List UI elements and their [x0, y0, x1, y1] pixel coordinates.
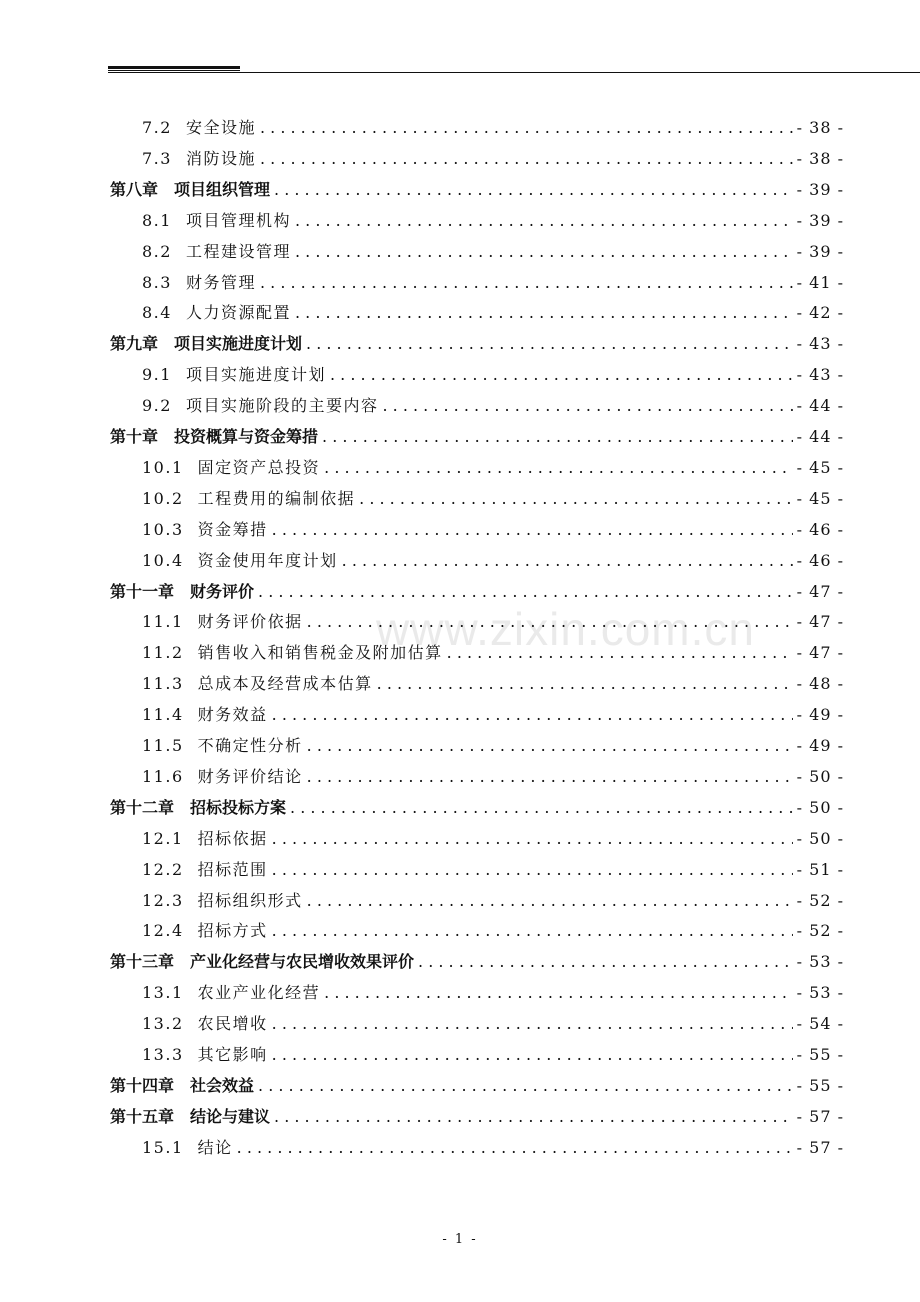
toc-entry-number: 11.6: [142, 766, 184, 786]
toc-chapter-entry[interactable]: [0, 1105, 920, 1129]
toc-section-entry[interactable]: [0, 518, 920, 542]
toc-entry-page: - 43 -: [796, 365, 844, 385]
toc-section-entry[interactable]: [0, 889, 920, 913]
toc-dot-leader: [290, 796, 793, 820]
toc-entry-number: 13.2: [142, 1014, 184, 1034]
toc-dot-leader: [272, 1012, 793, 1036]
toc-entry-title: 财务效益: [197, 705, 268, 725]
toc-dot-leader: [418, 950, 793, 974]
toc-dot-leader: [324, 456, 793, 480]
toc-section-entry[interactable]: [0, 858, 920, 882]
toc-dot-leader: [307, 610, 793, 634]
toc-entry-number: 11.4: [142, 705, 184, 725]
toc-entry-title: 工程费用的编制依据: [197, 488, 356, 508]
toc-entry-number: 13.3: [142, 1045, 184, 1064]
toc-section-entry[interactable]: [0, 363, 920, 387]
toc-dot-leader: [258, 1074, 793, 1098]
toc-section-entry[interactable]: [0, 271, 920, 295]
toc-dot-leader: [307, 765, 793, 789]
toc-section-entry[interactable]: [0, 487, 920, 511]
toc-entry-page: - 52 -: [796, 921, 844, 941]
toc-entry-title: 项目实施进度计划: [185, 365, 326, 385]
toc-section-entry[interactable]: [0, 116, 920, 140]
toc-section-entry[interactable]: [0, 240, 920, 264]
toc-entry-title: 财务评价结论: [197, 766, 303, 786]
toc-dot-leader: [330, 363, 793, 387]
toc-dot-leader: [324, 981, 793, 1005]
toc-entry-title: 人力资源配置: [185, 303, 291, 323]
toc-dot-leader: [377, 672, 793, 696]
toc-section-entry[interactable]: [0, 1136, 920, 1160]
toc-entry-title: 招标方式: [197, 921, 268, 941]
toc-entry-title: 财务管理: [185, 272, 256, 292]
toc-dot-leader: [322, 425, 793, 449]
toc-entry-number: 11.5: [142, 736, 184, 755]
toc-entry-number: 8.1: [142, 210, 172, 230]
toc-section-entry[interactable]: [0, 765, 920, 789]
toc-entry-title: 招标范围: [197, 859, 268, 879]
toc-entry-page: - 41 -: [796, 272, 844, 292]
toc-chapter-entry[interactable]: [0, 425, 920, 449]
toc-entry-number: 9.2: [142, 396, 172, 416]
toc-entry-number: 10.3: [142, 519, 184, 539]
toc-entry-page: - 53 -: [796, 952, 844, 972]
toc-entry-page: - 50 -: [796, 797, 844, 817]
toc-entry-page: - 48 -: [796, 674, 844, 694]
page-number: - 1 -: [442, 1232, 478, 1247]
toc-dot-leader: [295, 240, 793, 264]
toc-entry-number: 第十一章: [110, 581, 175, 601]
toc-entry-number: 10.4: [142, 550, 184, 570]
toc-entry-title: 招标组织形式: [197, 890, 303, 910]
toc-entry-number: 第十三章: [110, 952, 175, 972]
toc-section-entry[interactable]: [0, 147, 920, 171]
toc-entry-page: - 38 -: [796, 148, 844, 168]
toc-entry-number: 11.1: [142, 612, 184, 632]
toc-entry-title: 不确定性分析: [197, 736, 303, 755]
toc-dot-leader: [272, 518, 793, 542]
toc-entry-number: 12.4: [142, 921, 184, 941]
toc-chapter-entry[interactable]: [0, 332, 920, 356]
toc-chapter-entry[interactable]: [0, 580, 920, 604]
toc-entry-title: 投资概算与资金筹措: [174, 427, 319, 446]
toc-entry-title: 结论: [197, 1137, 233, 1157]
toc-chapter-entry[interactable]: [0, 796, 920, 820]
toc-entry-page: - 44 -: [796, 427, 844, 446]
toc-dot-leader: [272, 703, 793, 727]
toc-section-entry[interactable]: [0, 672, 920, 696]
toc-entry-title: 招标依据: [197, 828, 268, 848]
toc-dot-leader: [295, 209, 793, 233]
toc-entry-title: 销售收入和销售税金及附加估算: [197, 643, 443, 663]
toc-entry-page: - 53 -: [796, 983, 844, 1003]
toc-entry-title: 项目管理机构: [185, 210, 291, 230]
toc-dot-leader: [307, 889, 793, 913]
toc-entry-page: - 44 -: [796, 396, 844, 416]
toc-dot-leader: [260, 271, 793, 295]
toc-entry-page: - 45 -: [796, 457, 844, 477]
toc-entry-page: - 51 -: [796, 859, 844, 879]
toc-dot-leader: [342, 549, 793, 573]
toc-entry-title: 社会效益: [190, 1075, 255, 1095]
toc-entry-title: 其它影响: [197, 1045, 268, 1064]
toc-dot-leader: [260, 116, 793, 140]
toc-entry-page: - 46 -: [796, 550, 844, 570]
toc-dot-leader: [359, 487, 793, 511]
toc-entry-page: - 39 -: [796, 241, 844, 261]
watermark: www.zixin.com.cn: [376, 603, 755, 655]
toc-entry-number: 8.2: [142, 241, 172, 261]
toc-chapter-entry[interactable]: [0, 178, 920, 202]
toc-entry-number: 10.1: [142, 457, 184, 477]
toc-section-entry[interactable]: [0, 610, 920, 634]
toc-section-entry[interactable]: [0, 734, 920, 758]
toc-entry-number: 8.4: [142, 303, 172, 323]
toc-dot-leader: [307, 734, 793, 758]
toc-section-entry[interactable]: [0, 394, 920, 418]
toc-entry-title: 安全设施: [185, 118, 256, 137]
toc-entry-page: - 55 -: [796, 1075, 844, 1095]
toc-dot-leader: [272, 858, 793, 882]
toc-entry-title: 农业产业化经营: [197, 983, 321, 1003]
toc-dot-leader: [447, 641, 793, 665]
toc-entry-page: - 47 -: [796, 643, 844, 663]
toc-entry-title: 财务评价依据: [197, 612, 303, 632]
toc-entry-number: 第十二章: [110, 797, 175, 817]
toc-entry-number: 第十四章: [110, 1075, 175, 1095]
toc-chapter-entry[interactable]: [0, 950, 920, 974]
toc-section-entry[interactable]: [0, 703, 920, 727]
toc-entry-number: 11.2: [142, 643, 184, 663]
toc-entry-page: - 38 -: [796, 118, 844, 137]
toc-entry-number: 15.1: [142, 1137, 184, 1157]
toc-entry-page: - 47 -: [796, 612, 844, 632]
header-rule: [108, 72, 920, 73]
toc-entry-title: 工程建设管理: [185, 241, 291, 261]
toc-dot-leader: [258, 580, 793, 604]
toc-entry-title: 固定资产总投资: [197, 457, 321, 477]
toc-entry-number: 第八章: [110, 179, 159, 199]
toc-entry-title: 农民增收: [197, 1014, 268, 1034]
toc-dot-leader: [306, 332, 793, 356]
toc-entry-number: 第九章: [110, 334, 159, 354]
toc-dot-leader: [272, 1043, 793, 1067]
toc-dot-leader: [274, 1105, 793, 1129]
toc-entry-title: 项目组织管理: [174, 179, 271, 199]
toc-entry-number: 7.2: [142, 118, 172, 137]
toc-section-entry[interactable]: [0, 456, 920, 480]
toc-dot-leader: [260, 147, 793, 171]
toc-entry-page: - 39 -: [796, 210, 844, 230]
toc-section-entry[interactable]: [0, 981, 920, 1005]
toc-dot-leader: [272, 827, 793, 851]
toc-entry-page: - 55 -: [796, 1045, 844, 1064]
toc-entry-title: 结论与建议: [190, 1106, 271, 1126]
toc-entry-page: - 39 -: [796, 179, 844, 199]
toc-section-entry[interactable]: [0, 1012, 920, 1036]
toc-section-entry[interactable]: [0, 209, 920, 233]
toc-entry-page: - 50 -: [796, 766, 844, 786]
header-rule-thick: [108, 66, 240, 71]
toc-dot-leader: [295, 301, 793, 325]
toc-entry-page: - 42 -: [796, 303, 844, 323]
toc-section-entry[interactable]: [0, 1043, 920, 1067]
toc-section-entry[interactable]: [0, 301, 920, 325]
toc-section-entry[interactable]: [0, 549, 920, 573]
toc-entry-page: - 45 -: [796, 488, 844, 508]
toc-dot-leader: [237, 1136, 793, 1160]
toc-entry-page: - 54 -: [796, 1014, 844, 1034]
toc-entry-page: - 57 -: [796, 1106, 844, 1126]
toc-dot-leader: [272, 919, 793, 943]
toc-entry-title: 总成本及经营成本估算: [197, 674, 373, 694]
toc-section-entry[interactable]: [0, 919, 920, 943]
toc-entry-title: 消防设施: [185, 148, 256, 168]
toc-entry-title: 项目实施进度计划: [174, 334, 303, 354]
toc-entry-title: 项目实施阶段的主要内容: [185, 396, 379, 416]
toc-entry-page: - 43 -: [796, 334, 844, 354]
toc-dot-leader: [274, 178, 793, 202]
toc-section-entry[interactable]: [0, 641, 920, 665]
toc-section-entry[interactable]: [0, 827, 920, 851]
toc-entry-number: 9.1: [142, 365, 172, 385]
toc-entry-title: 资金使用年度计划: [197, 550, 338, 570]
toc-entry-number: 第十章: [110, 427, 159, 446]
toc-entry-title: 产业化经营与农民增收效果评价: [190, 952, 415, 972]
toc-entry-page: - 47 -: [796, 581, 844, 601]
toc-entry-number: 12.1: [142, 828, 184, 848]
toc-entry-number: 8.3: [142, 272, 172, 292]
toc-entry-page: - 46 -: [796, 519, 844, 539]
toc-entry-number: 13.1: [142, 983, 184, 1003]
toc-entry-title: 资金筹措: [197, 519, 268, 539]
toc-entry-number: 7.3: [142, 148, 172, 168]
toc-entry-number: 12.3: [142, 890, 184, 910]
toc-entry-page: - 49 -: [796, 736, 844, 755]
toc-entry-title: 财务评价: [190, 581, 255, 601]
toc-entry-number: 第十五章: [110, 1106, 175, 1126]
toc-entry-number: 11.3: [142, 674, 184, 694]
toc-dot-leader: [382, 394, 792, 418]
toc-entry-page: - 49 -: [796, 705, 844, 725]
toc-entry-page: - 52 -: [796, 890, 844, 910]
toc-entry-page: - 57 -: [796, 1137, 844, 1157]
toc-entry-page: - 50 -: [796, 828, 844, 848]
toc-chapter-entry[interactable]: [0, 1074, 920, 1098]
toc-entry-number: 12.2: [142, 859, 184, 879]
toc-entry-title: 招标投标方案: [190, 797, 287, 817]
toc-entry-number: 10.2: [142, 488, 184, 508]
